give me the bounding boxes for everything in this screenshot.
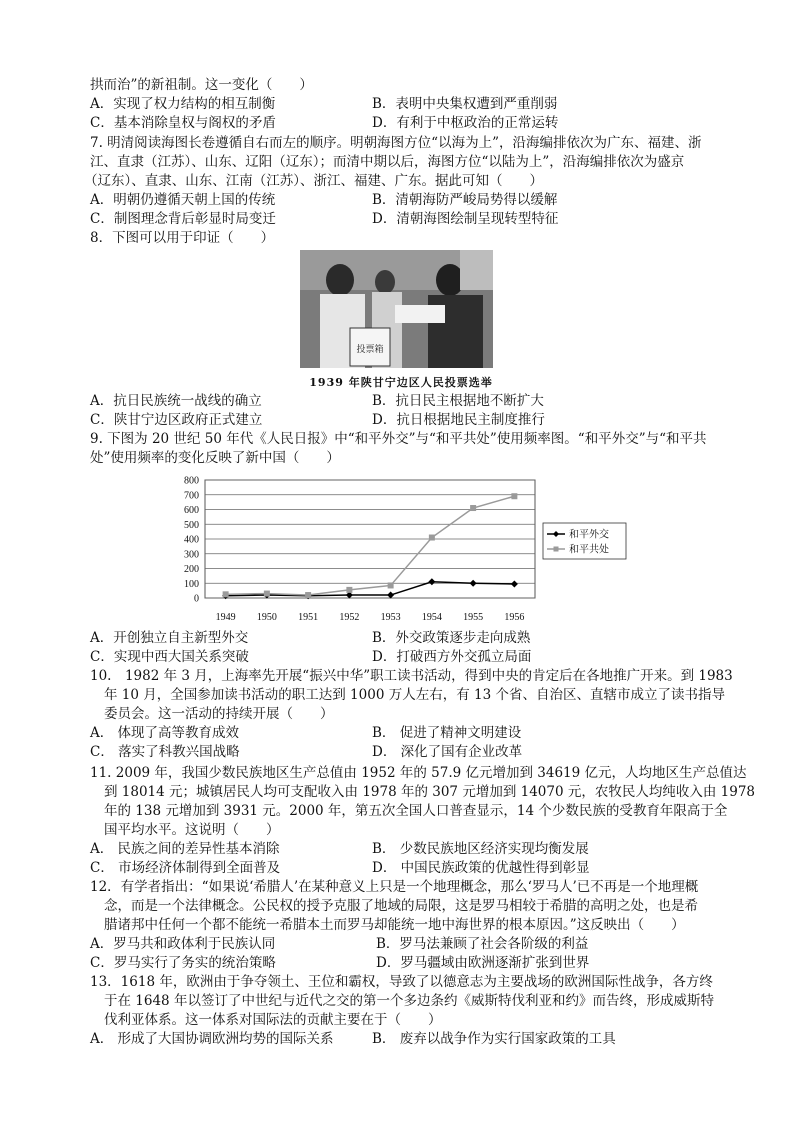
q6-option-c[interactable]: C．基本消除皇权与阁权的矛盾: [90, 115, 276, 131]
q13-stem-line3: 伐利亚体系。这一体系对国际法的贡献主要在于（ ）: [104, 1012, 442, 1028]
q8-stem: 8．下图可以用于印证（ ）: [90, 230, 275, 246]
q9-option-a[interactable]: A．开创独立自主新型外交: [90, 630, 249, 646]
frequency-chart: [160, 470, 640, 630]
y-tick-label: 400: [184, 534, 199, 546]
ballot-box-label: 投票箱: [356, 345, 384, 355]
x-tick-label: 1951: [298, 612, 319, 623]
q10-option-c[interactable]: C． 落实了科教兴国战略: [90, 744, 240, 760]
q12-option-d[interactable]: D．罗马疆域由欧洲逐渐扩张到世界: [376, 955, 590, 971]
q13-stem-line2: 于在 1648 年以签订了中世纪与近代之交的第一个多边条约《威斯特伐利亚和约》而告终，形成威斯特: [104, 993, 714, 1009]
q12-stem-line1: 12．有学者指出：“如果说‘希腊人’在某种意义上只是一个地理概念，那么‘罗马人’已不再是一个地理概: [90, 879, 699, 895]
q11-option-d[interactable]: D． 中国民族政策的优越性得到彰显: [372, 860, 590, 876]
q10-stem-line2: 年 10 月，全国参加读书活动的职工达到 1000 万人左右，有 13 个省、自治区、直辖市成立了读书指导: [104, 687, 725, 703]
q8-option-d[interactable]: D．抗日根据地民主制度推行: [372, 412, 545, 428]
data-point: [470, 505, 476, 511]
q11-stem-line2: 到 18014 元；城镇居民人均可支配收入由 1978 年的 307 元增加到 14070 元，农牧民人均纯收入由 1978: [104, 784, 755, 800]
data-point: [388, 582, 394, 588]
y-tick-label: 800: [184, 475, 199, 487]
legend-label: 和平共处: [569, 544, 609, 556]
legend-marker: [554, 547, 559, 552]
data-point: [429, 535, 435, 541]
q11-option-a[interactable]: A． 民族之间的差异性基本消除: [90, 841, 280, 857]
y-tick-label: 200: [184, 564, 199, 575]
q10-option-a[interactable]: A． 体现了高等教育成效: [90, 725, 240, 741]
y-tick-label: 700: [184, 490, 199, 502]
q7-option-a[interactable]: A．明朝仍遵循天朝上国的传统: [90, 192, 276, 208]
q12-option-c[interactable]: C．罗马实行了务实的统治策略: [90, 955, 276, 971]
q11-option-c[interactable]: C． 市场经济体制得到全面普及: [90, 860, 281, 876]
x-tick-label: 1954: [421, 612, 442, 623]
q7-stem-line3: （辽东）、直隶、山东、江南（江苏）、浙江、福建、广东。据此可知（ ）: [84, 173, 543, 189]
q12-stem-line2: 念，而是一个法律概念。公民权的授予克服了地域的局限，这是罗马相较于希腊的高明之处，也是希: [104, 898, 698, 914]
q12-option-b[interactable]: B．罗马法兼顾了社会各阶级的利益: [376, 936, 589, 952]
q8-option-b[interactable]: B．抗日民主根据地不断扩大: [372, 393, 544, 409]
q9-stem-line2: 处”使用频率的变化反映了新中国（ ）: [90, 450, 340, 466]
q13-option-b[interactable]: B． 废弃以战争作为实行国家政策的工具: [372, 1031, 616, 1047]
voting-photo: [300, 250, 493, 368]
data-point: [305, 592, 311, 598]
q9-option-d[interactable]: D．打破西方外交孤立局面: [372, 649, 532, 665]
data-point: [346, 587, 352, 593]
q9-stem-line1a: 9. 下图为 20 世纪 50 年代《人民日报》中“和平外交”与“和平共处”使用频率图。“和平外交”与“和平共: [90, 431, 707, 447]
q7-stem-line1: 7. 明清阅读海图长卷遵循自右而左的顺序。明朝海图方位“以海为上”，沿海编排依次为广东、福建、浙: [90, 135, 702, 151]
q8-option-a[interactable]: A．抗日民族统一战线的确立: [90, 393, 262, 409]
q13-option-a[interactable]: A． 形成了大国协调欧洲均势的国际关系: [90, 1031, 334, 1047]
y-tick-label: 0: [194, 593, 199, 605]
q10-option-b[interactable]: B． 促进了精神文明建设: [372, 725, 522, 741]
x-tick-label: 1953: [380, 612, 401, 623]
x-tick-label: 1950: [256, 612, 277, 623]
y-tick-label: 500: [184, 519, 199, 531]
q10-stem-line1: 10. 1982 年 3 月，上海率先开展“振兴中华”职工读书活动，得到中央的肯定后在各地推广开来。到 1983: [90, 668, 733, 684]
data-point: [223, 591, 229, 597]
x-tick-label: 1955: [463, 612, 484, 623]
y-tick-label: 600: [184, 505, 199, 516]
q9-option-b[interactable]: B．外交政策逐步走向成熟: [372, 630, 531, 646]
legend-label: 和平外交: [569, 529, 609, 541]
data-point: [264, 591, 270, 597]
data-point: [511, 493, 517, 499]
x-tick-label: 1952: [339, 612, 360, 623]
q11-stem-line1: 11. 2009 年，我国少数民族地区生产总值由 1952 年的 57.9 亿元增加到 34619 亿元，人均地区生产总值达: [90, 765, 747, 781]
q6-option-a[interactable]: A．实现了权力结构的相互制衡: [90, 96, 276, 112]
y-tick-label: 300: [184, 549, 199, 561]
q10-stem-line3: 委员会。这一活动的持续开展（ ）: [104, 706, 334, 722]
photo-caption: 1939 年陕甘宁边区人民投票选举: [309, 376, 493, 389]
q12-option-a[interactable]: A．罗马共和政体利于民族认同: [90, 936, 276, 952]
q11-stem-line3: 年的 138 元增加到 3931 元。2000 年，第五次全国人口普查显示，14 个少数民族的受教育年限高于全: [104, 803, 728, 819]
q12-stem-line3: 腊诸邦中任何一个都不能统一希腊本土而罗马却能统一地中海世界的根本原因。”这反映出（ ）: [104, 917, 685, 933]
q9-stem-line1: [90, 430, 707, 448]
q9-option-c[interactable]: C．实现中西大国关系突破: [90, 649, 249, 665]
q11-option-b[interactable]: B． 少数民族地区经济实现均衡发展: [372, 841, 589, 857]
q6-option-d[interactable]: D．有利于中枢政治的正常运转: [372, 115, 559, 131]
q7-option-b[interactable]: B．清朝海防严峻局势得以缓解: [372, 192, 558, 208]
q6-option-b[interactable]: B．表明中央集权遭到严重削弱: [372, 96, 558, 112]
q7-option-d[interactable]: D．清朝海图绘制呈现转型特征: [372, 211, 559, 227]
q11-stem-line4: 国平均水平。这说明（ ）: [104, 822, 280, 838]
q8-option-c[interactable]: C．陕甘宁边区政府正式建立: [90, 412, 263, 428]
x-tick-label: 1949: [215, 612, 236, 623]
q7-stem-line2: 江、直隶（江苏）、山东、辽阳（辽东）；而清中期以后，海图方位“以陆为上”，沿海编排依次为盛京: [90, 154, 685, 170]
q6-stem-tail: 拱而治”的新祖制。这一变化（ ）: [90, 77, 313, 93]
q7-option-c[interactable]: C．制图理念背后彰显时局变迁: [90, 211, 276, 227]
y-tick-label: 100: [184, 578, 199, 590]
q10-option-d[interactable]: D． 深化了国有企业改革: [372, 744, 523, 760]
x-tick-label: 1956: [504, 612, 525, 623]
q13-stem-line1: 13．1618 年，欧洲由于争夺领土、王位和霸权，导致了以德意志为主要战场的欧洲国际性战争，各方终: [90, 974, 713, 990]
